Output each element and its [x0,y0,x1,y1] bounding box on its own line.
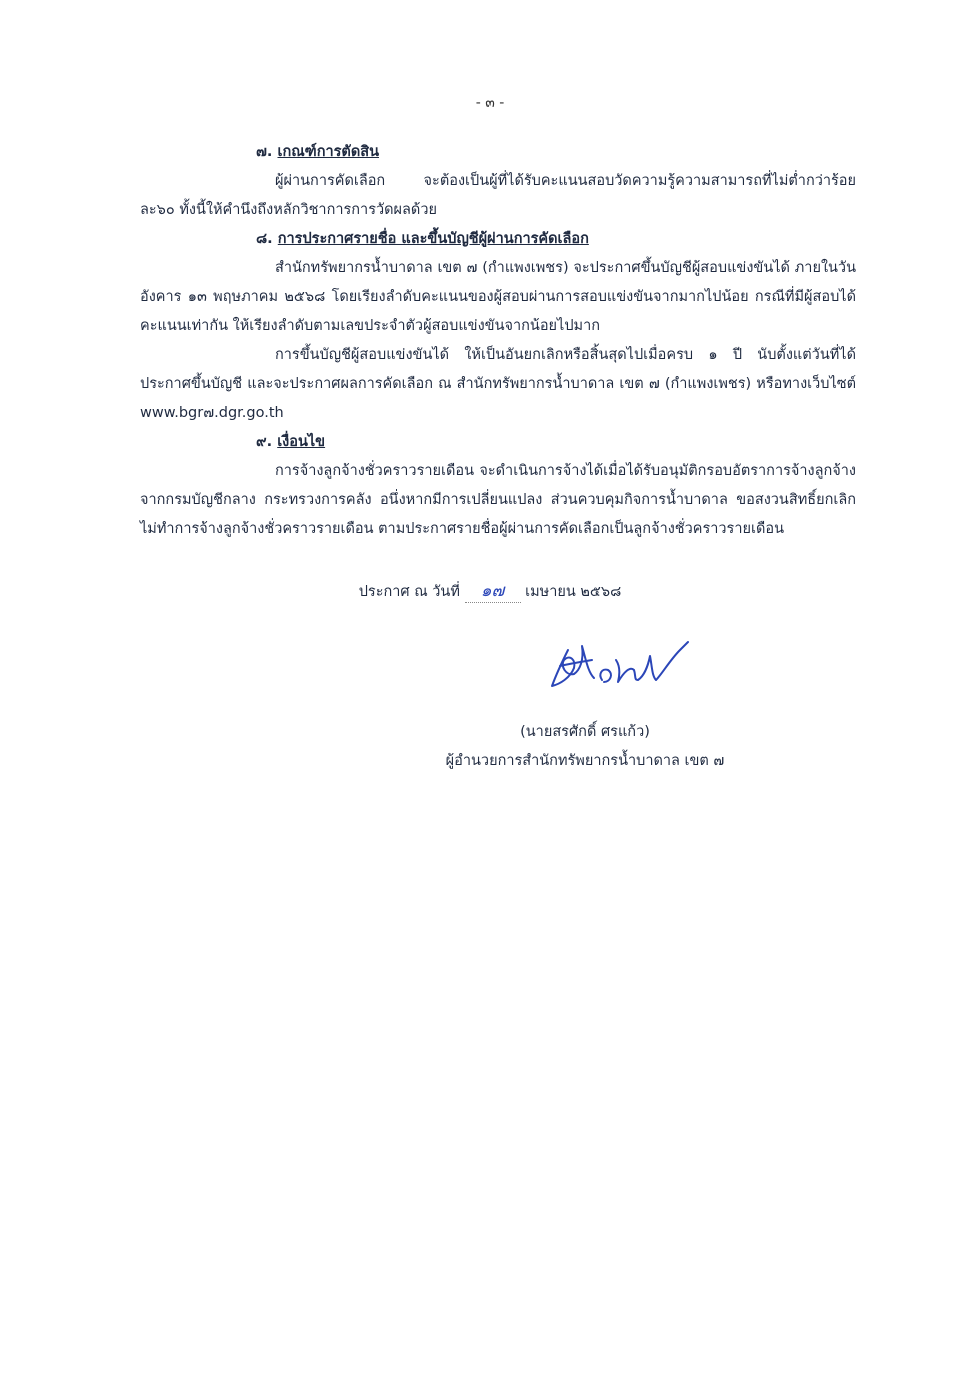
paragraph: สำนักทรัพยากรน้ำบาดาล เขต ๗ (กำแพงเพชร) จะประกาศขึ้นบัญชีผู้สอบแข่งขันได้ ภายในวันอังคาร ๑๓ พฤษภาคม ๒๕๖๘ โดยเรียงลำดับคะแนนของผู้สอบผ่านการสอบแข่งขันจากมากไปน้อย กรณีที่มีผู้สอบได้คะแนนเท่ากัน ให้เรียงลำดับตามเลขประจำตัวผู้สอบแข่งขันจากน้อยไปมาก [140,260,856,334]
section-number: ๘. [256,231,273,247]
section-number: ๗. [256,144,273,160]
date-prefix: ประกาศ ณ วันที่ [358,584,460,600]
section-heading [140,138,856,167]
paragraph: การจ้างลูกจ้างชั่วคราวรายเดือน จะดำเนินการจ้างได้เมื่อได้รับอนุมัติกรอบอัตราการจ้างลูกจ้างจากกรมบัญชีกลาง กระทรวงการคลัง อนึ่งหากมีการเปลี่ยนแปลง ส่วนควบคุมกิจการน้ำบาดาล ขอสงวนสิทธิ์ยกเลิกไม่ทำการจ้างลูกจ้างชั่วคราวรายเดือน ตามประกาศรายชื่อผู้ผ่านการคัดเลือกเป็นลูกจ้างชั่วคราวรายเดือน [140,463,856,537]
section-title: เงื่อนไข [277,434,326,450]
document-body [140,138,856,544]
announcement-date-line [0,578,980,607]
date-month-year: เมษายน ๒๕๖๘ [525,584,622,600]
section-8 [140,225,856,428]
section-heading [140,225,856,254]
paragraph: การขึ้นบัญชีผู้สอบแข่งขันได้ ให้เป็นอันยกเลิกหรือสิ้นสุดไปเมื่อครบ ๑ ปี นับตั้งแต่วันที่ได้ประกาศขึ้นบัญชี และจะประกาศผลการคัดเลือก ณ สำนักทรัพยากรน้ำบาดาล เขต ๗ (กำแพงเพชร) หรือทางเว็บไซต์ www.bgr๗.dgr.go.th [140,347,856,421]
section-title: เกณฑ์การตัดสิน [277,144,380,160]
section-title: การประกาศรายชื่อ และขึ้นบัญชีผู้ผ่านการคัดเลือก [277,231,589,247]
section-heading [140,428,856,457]
section-9 [140,428,856,544]
paragraph: ผู้ผ่านการคัดเลือก จะต้องเป็นผู้ที่ได้รับคะแนนสอบวัดความรู้ความสามารถที่ไม่ต่ำกว่าร้อยละ๖๐ ทั้งนี้ให้คำนึงถึงหลักวิชาการการวัดผลด้วย [140,173,856,218]
signer-name: (นายสรศักดิ์ ศรแก้ว) [520,724,650,740]
section-7 [140,138,856,225]
signer-block [420,718,750,776]
signature-image [540,620,690,700]
signer-position: ผู้อำนวยการสำนักทรัพยากรน้ำบาดาล เขต ๗ [445,753,725,769]
page-number: - ๓ - [475,95,505,111]
section-number: ๙. [256,434,273,450]
handwritten-day: ๑๗ [465,580,521,603]
